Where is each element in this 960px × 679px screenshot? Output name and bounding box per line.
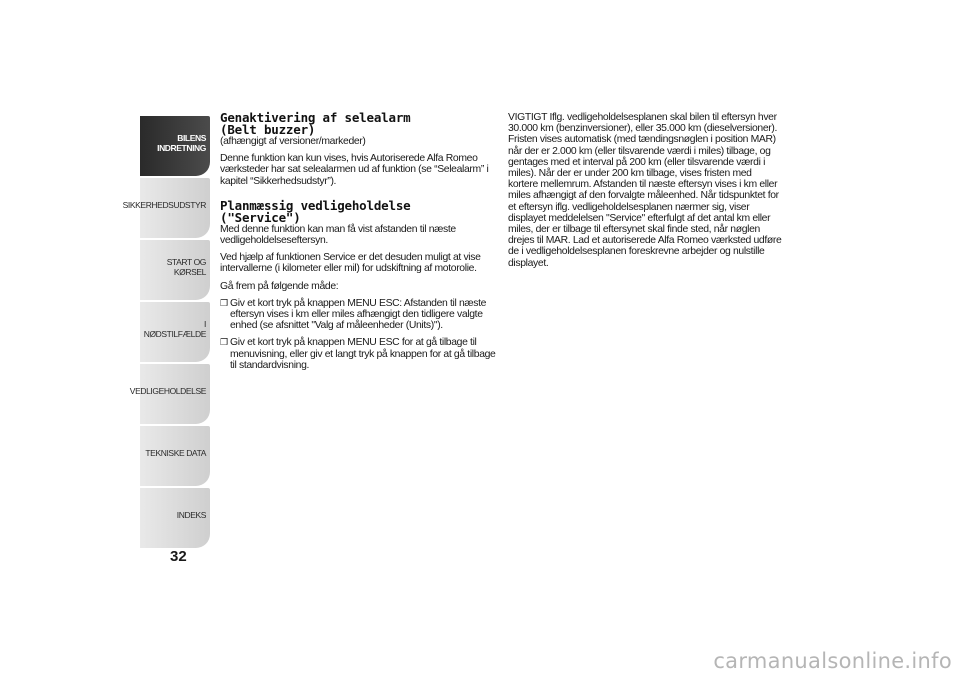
tab-label-line1: BILENS (177, 133, 206, 143)
tab-tekniske-data[interactable] (140, 426, 210, 486)
tab-indeks[interactable] (140, 488, 210, 548)
heading-line: ("Service") (220, 209, 301, 225)
tab-label: INDEKS (176, 510, 206, 520)
paragraph: Gå frem på følgende måde: (220, 280, 339, 292)
heading-service (220, 197, 498, 225)
tab-label: START OG KØRSEL (166, 257, 206, 277)
tab-label: SIKKERHEDSUDSTYR (122, 200, 206, 210)
tab-i-nodstilfaelde[interactable] (140, 302, 210, 362)
list-item (220, 298, 498, 332)
checkbox-bullet-icon: ❒ (220, 297, 228, 308)
list-item-text: Giv et kort tryk på knappen MENU ESC: Afstanden til næste eftersyn vises i km eller miles afhængigt den tidligere valgte enhed (se afsnittet "Valg af måleenheder (Units)"). (230, 297, 487, 332)
tab-bilens-indretning[interactable] (140, 116, 210, 176)
important-note: VIGTIGT Iflg. vedligeholdelsesplanen skal bilen til eftersyn hver 30.000 km (benzinversioner), eller 35.000 km (dieselversioner). Fristen vises automatisk (med tændingsnøglen i position MAR) når der er 2.000 km (eller tilsvarende værdi i miles) tilbage, og gentages med et interval på 200 km (eller tilsvarende værdi i miles). Når der er under 200 km tilbage, vises fristen med kortere mellemrum. Afstanden til næste eftersyn vises i km eller miles afhængigt af den forvalgte måleenhed. Når tidspunktet for et eftersyn iflg. vedligeholdelsesplanen nærmer sig, viser displayet meddelelsen "Service" efterfulgt af det antal km eller miles, der er tilbage til eftersynet skal finde sted, når nøglen drejes til MAR. Lad et autoriserede Alfa Romeo værksted udføre de i vedligeholdelsesplanen foreskrevne arbejder og nulstille displayet. (508, 112, 782, 269)
tab-vedligeholdelse[interactable] (129, 364, 210, 424)
watermark: carmanualsonline.info (713, 649, 952, 673)
heading-line: Genaktivering af selealarm (220, 110, 411, 125)
tab-label: TEKNISKE DATA (145, 448, 206, 458)
heading-line: Planmæssig vedligeholdelse (220, 197, 411, 213)
heading-line: (Belt buzzer) (220, 122, 316, 137)
subtitle: (afhængigt af versioner/markeder) (220, 136, 366, 147)
list-item (220, 337, 498, 371)
list-item-text: Giv et kort tryk på knappen MENU ESC for at gå tilbage til menuvisning, eller giv et langt tryk på knappen for at gå tilbage til standardvisning. (230, 337, 496, 371)
right-column (508, 112, 784, 275)
tab-label-line2: INDRETNING (157, 143, 206, 153)
paragraph: Med denne funktion kan man få vist afstanden til næste vedligeholdelseseftersyn. (220, 223, 456, 247)
tab-label: I NØDSTILFÆLDE (143, 319, 206, 339)
page-number: 32 (170, 548, 187, 565)
left-column (220, 112, 498, 377)
heading-belt-buzzer (220, 112, 498, 136)
checkbox-bullet-icon: ❒ (220, 337, 228, 348)
tab-label: VEDLIGEHOLDELSE (129, 386, 206, 396)
tab-start-og-korsel[interactable] (140, 240, 210, 300)
tab-sikkerhedsudstyr[interactable] (122, 178, 210, 238)
paragraph: Ved hjælp af funktionen Service er det desuden muligt at vise intervallerne (i kilometer eller mil) for udskiftning af motorolie. (220, 252, 481, 275)
paragraph: Denne funktion kan kun vises, hvis Autoriserede Alfa Romeo værksteder har sat selealarmen ud af funktion (se “Selealarm” i kapitel “Sikkerhedsudstyr”). (220, 153, 489, 187)
chapter-tabs (122, 116, 210, 546)
